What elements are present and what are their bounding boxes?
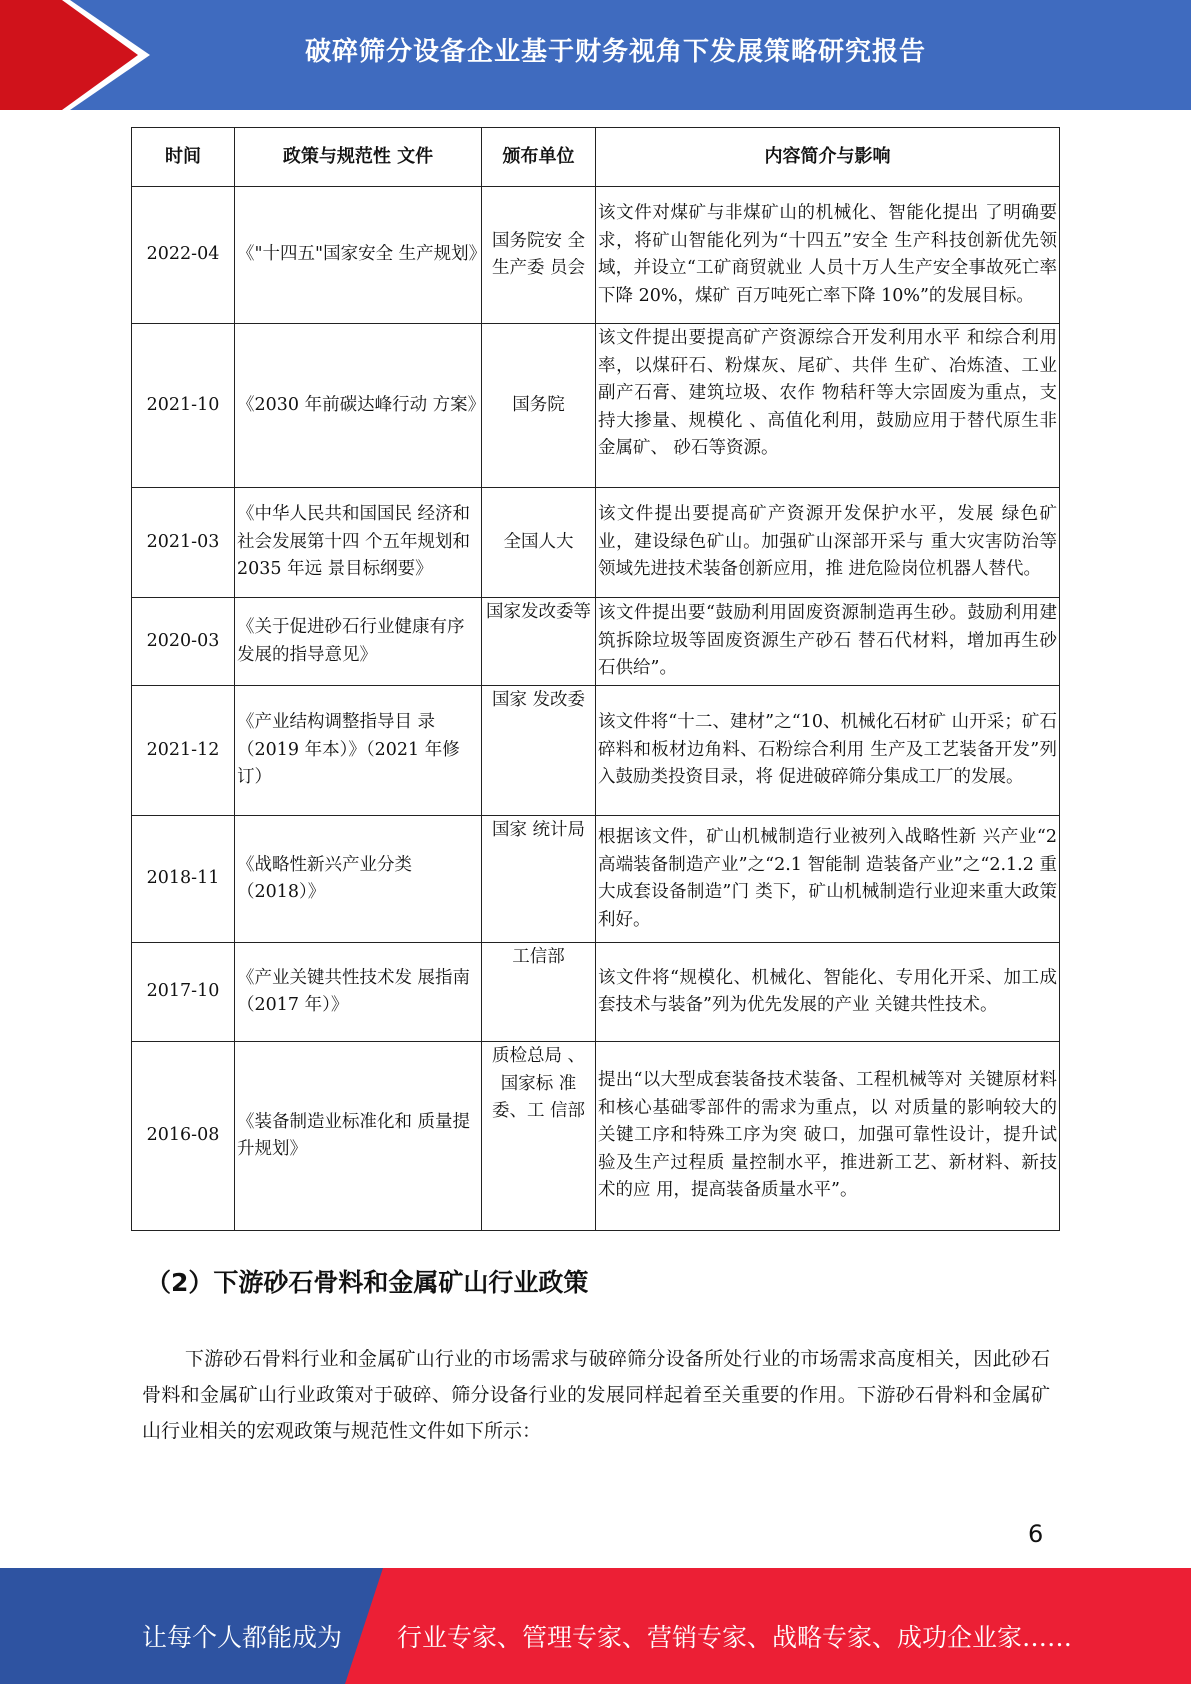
table-row: [132, 488, 1060, 598]
row-date: 2018-11: [132, 816, 235, 943]
row-content: 根据该文件，矿山机械制造行业被列入战略性新 兴产业“2 高端装备制造产业”之“2.1 智能制 造装备产业”之“2.1.2 重大成套设备制造”门 类下，矿山机械制造行业迎来重大政策利好。: [596, 816, 1060, 943]
table-header-row: [132, 128, 1060, 187]
row-content: 该文件将“规模化、机械化、智能化、专用化开采、加工成套技术与装备”列为优先发展的产业 关键共性技术。: [596, 943, 1060, 1042]
row-issuer: 国家发改委等: [482, 598, 596, 686]
row-date: 2017-10: [132, 943, 235, 1042]
header-title: 破碎筛分设备企业基于财务视角下发展策略研究报告: [304, 36, 926, 67]
page-footer: [0, 1568, 1191, 1684]
policy-table: [131, 127, 1060, 1231]
row-content: 该文件提出要“鼓励利用固废资源制造再生砂。鼓励利用建筑拆除垃圾等固废资源生产砂石 替石代材料，增加再生砂石供给”。: [596, 598, 1060, 686]
table-row: [132, 816, 1060, 943]
row-policy: 《中华人民共和国国民 经济和社会发展第十四 个五年规划和 2035 年远 景目标纲要》: [235, 488, 482, 598]
table-row: [132, 943, 1060, 1042]
row-policy: 《"十四五"国家安全 生产规划》: [235, 187, 482, 324]
row-date: 2021-10: [132, 324, 235, 488]
row-policy: 《2030 年前碳达峰行动 方案》: [235, 324, 482, 488]
row-date: 2021-12: [132, 686, 235, 816]
row-issuer: 工信部: [482, 943, 596, 1042]
row-policy: 《产业关键共性技术发 展指南（2017 年）》: [235, 943, 482, 1042]
page-header: [0, 0, 1191, 110]
row-date: 2021-03: [132, 488, 235, 598]
header-issuer: 颁布单位: [482, 128, 596, 187]
section-heading: （2）下游砂石骨料和金属矿山行业政策: [146, 1268, 589, 1297]
row-policy: 《产业结构调整指导目 录（2019 年本）》（2021 年修订）: [235, 686, 482, 816]
table-row: [132, 187, 1060, 324]
row-content: 提出“以大型成套装备技术装备、工程机械等对 关键原材料和核心基础零部件的需求为重点，以 对质量的影响较大的关键工序和特殊工序为突 破口，加强可靠性设计，提升试验及生产过程质 量控制水平，推进新工艺、新材料、新技术的应 用，提高装备质量水平”。: [596, 1042, 1060, 1231]
footer-slogan-right: 行业专家、管理专家、营销专家、战略专家、成功企业家……: [397, 1623, 1073, 1652]
row-date: 2016-08: [132, 1042, 235, 1231]
page-number: 6: [1028, 1520, 1044, 1548]
row-issuer: 全国人大: [482, 488, 596, 598]
table-row: [132, 598, 1060, 686]
table-row: [132, 686, 1060, 816]
header-content: 内容简介与影响: [596, 128, 1060, 187]
row-date: 2022-04: [132, 187, 235, 324]
row-issuer: 质检总局 、国家标 准委、工 信部: [482, 1042, 596, 1231]
row-issuer: 国家 统计局: [482, 816, 596, 943]
row-policy: 《战略性新兴产业分类（2018）》: [235, 816, 482, 943]
row-content: 该文件对煤矿与非煤矿山的机械化、智能化提出 了明确要求，将矿山智能化列为“十四五”安全 生产科技创新优先领域，并设立“工矿商贸就业 人员十万人生产安全事故死亡率下降 20%，煤矿 百万吨死亡率下降 10%”的发展目标。: [596, 187, 1060, 324]
table-row: [132, 1042, 1060, 1231]
header-policy: 政策与规范性 文件: [235, 128, 482, 187]
row-content: 该文件提出要提高矿产资源综合开发利用水平 和综合利用率，以煤矸石、粉煤灰、尾矿、共伴 生矿、冶炼渣、工业副产石膏、建筑垃圾、农作 物秸秆等大宗固废为重点，支持大掺量、规模化 、高值化利用，鼓励应用于替代原生非金属矿、 砂石等资源。: [596, 324, 1060, 488]
body-paragraph: 下游砂石骨料行业和金属矿山行业的市场需求与破碎筛分设备所处行业的市场需求高度相关，因此砂石骨料和金属矿山行业政策对于破碎、筛分设备行业的发展同样起着至关重要的作用。下游砂石骨料和金属矿山行业相关的宏观政策与规范性文件如下所示：: [142, 1348, 1050, 1442]
row-content: 该文件提出要提高矿产资源开发保护水平，发展 绿色矿业，建设绿色矿山。加强矿山深部开采与 重大灾害防治等领域先进技术装备创新应用，推 进危险岗位机器人替代。: [596, 488, 1060, 598]
row-policy: 《关于促进砂石行业健康有序发展的指导意见》: [235, 598, 482, 686]
row-policy: 《装备制造业标准化和 质量提升规划》: [235, 1042, 482, 1231]
row-date: 2020-03: [132, 598, 235, 686]
row-issuer: 国务院安 全生产委 员会: [482, 187, 596, 324]
row-issuer: 国家 发改委: [482, 686, 596, 816]
row-issuer: 国务院: [482, 324, 596, 488]
row-content: 该文件将“十二、建材”之“10、机械化石材矿 山开采；矿石碎料和板材边角料、石粉综合利用 生产及工艺装备开发”列入鼓励类投资目录，将 促进破碎筛分集成工厂的发展。: [596, 686, 1060, 816]
header-date: 时间: [132, 128, 235, 187]
footer-slogan-left: 让每个人都能成为: [142, 1623, 343, 1652]
table-row: [132, 324, 1060, 488]
